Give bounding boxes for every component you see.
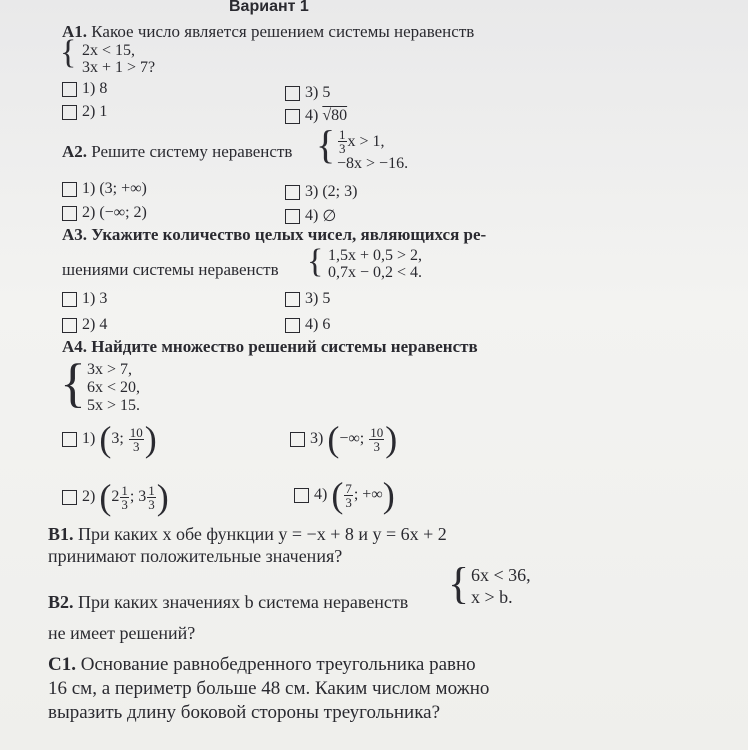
checkbox[interactable] [285,109,300,124]
checkbox[interactable] [285,318,300,333]
b2-text-line2: не имеет решений? [48,623,196,643]
b2-ineq-2: x > b. [471,587,513,607]
checkbox[interactable] [62,292,77,307]
a2-text: Решите систему неравенств [91,142,293,161]
checkbox[interactable] [62,432,77,447]
checkbox[interactable] [62,490,77,505]
a3-label: А3. [62,225,88,244]
checkbox[interactable] [285,292,300,307]
a1-option-1[interactable]: 1) 8 [62,80,107,98]
a4-option-1[interactable]: 1) ( 3; $\frac{10}{3}$ ) [62,424,157,454]
a4-text: Найдите множество решений системы неравенств [91,337,478,356]
a4-option-2[interactable]: 2) ( 2 $\frac{1}{3}$ ; 3 $\frac{1}{3}$ ) [62,482,169,512]
b2-ineq-1: 6x < 36, [471,565,531,585]
a2-option-3[interactable]: 3) (2; 3) [285,183,357,201]
a3-option-3[interactable]: 3) 5 [285,290,330,308]
b2-text: При каких значениях b система неравенств [78,592,409,612]
a3-ineq-1: 1,5x + 0,5 > 2, [328,247,423,264]
a3-option-2[interactable]: 2) 4 [62,316,107,334]
checkbox[interactable] [294,488,309,503]
a1-question [62,22,474,42]
b1-label: В1. [48,524,74,544]
a1-option-2[interactable]: 2) 1 [62,103,107,121]
b2-label: В2. [48,592,74,612]
b1-question-line1 [48,524,447,545]
a2-system [337,128,408,172]
checkbox[interactable] [62,82,77,97]
b2-system [471,564,531,608]
a4-ineq-2: 6x < 20, [87,379,141,396]
c1-text-line2: 16 см, а периметр больше 48 см. Каким числом можно [48,678,490,699]
a1-ineq-1: 2x < 15, [82,42,136,59]
a2-fraction: $\frac{1}{3}$ [339,127,346,156]
a4-brace: { [60,353,86,413]
checkbox[interactable] [285,86,300,101]
checkbox[interactable] [62,206,77,221]
a1-label: А1. [62,22,88,41]
a3-option-4[interactable]: 4) 6 [285,316,330,334]
a2-question [62,142,292,162]
a3-text-line1: Укажите количество целых чисел, являющихся ре- [91,225,487,244]
a3-ineq-2: 0,7x − 0,2 < 4. [328,264,423,281]
a4-label: А4. [62,337,88,356]
checkbox[interactable] [62,105,77,120]
a3-brace: { [307,243,324,280]
b1-text-line2: принимают положительные значения? [48,546,343,566]
checkbox[interactable] [285,209,300,224]
b1-text-line1: При каких x обе функции y = −x + 8 и y = 6x + 2 [78,524,447,544]
a4-option-3[interactable]: 3) ( −∞; $\frac{10}{3}$ ) [290,424,397,454]
a3-system [328,247,422,281]
checkbox[interactable] [62,182,77,197]
b2-brace: { [448,559,470,608]
a2-ineq-2: −8x > −16. [337,155,409,172]
a4-ineq-1: 3x > 7, [87,361,133,378]
a2-option-1[interactable]: 1) (3; +∞) [62,180,147,198]
a1-option-4[interactable]: 4) √80 [285,107,347,125]
checkbox[interactable] [285,185,300,200]
c1-text-line1: Основание равнобедренного треугольника равно [80,654,476,675]
c1-text-line3: выразить длину боковой стороны треугольника? [48,702,441,723]
checkbox[interactable] [290,432,305,447]
c1-label: С1. [48,654,76,675]
b2-question [48,592,408,613]
a2-brace: { [316,122,336,167]
a4-ineq-3: 5x > 15. [87,397,141,414]
a4-option-4[interactable]: 4) ( $\frac{7}{3}$ ; +∞ ) [294,480,395,510]
a1-text: Какое число является решением системы неравенств [91,22,475,41]
a4-question [62,337,478,357]
c1-question-line1 [48,654,476,676]
a1-system [82,42,155,76]
a2-option-4[interactable]: 4) ∅ [285,206,336,226]
a2-ineq-1: $\frac{1}{3}$ x > 1, [339,127,385,156]
a3-option-1[interactable]: 1) 3 [62,290,107,308]
variant-title: Вариант 1 [229,0,309,15]
a1-ineq-2: 3x + 1 > 7? [82,59,156,76]
a3-question-line1 [62,225,486,245]
a3-text-line2: шениями системы неравенств [62,260,279,279]
checkbox[interactable] [62,318,77,333]
a2-label: А2. [62,142,88,161]
a1-brace: { [60,34,77,71]
a1-option-3[interactable]: 3) 5 [285,84,330,102]
a4-system [87,361,140,415]
a2-option-2[interactable]: 2) (−∞; 2) [62,204,147,222]
